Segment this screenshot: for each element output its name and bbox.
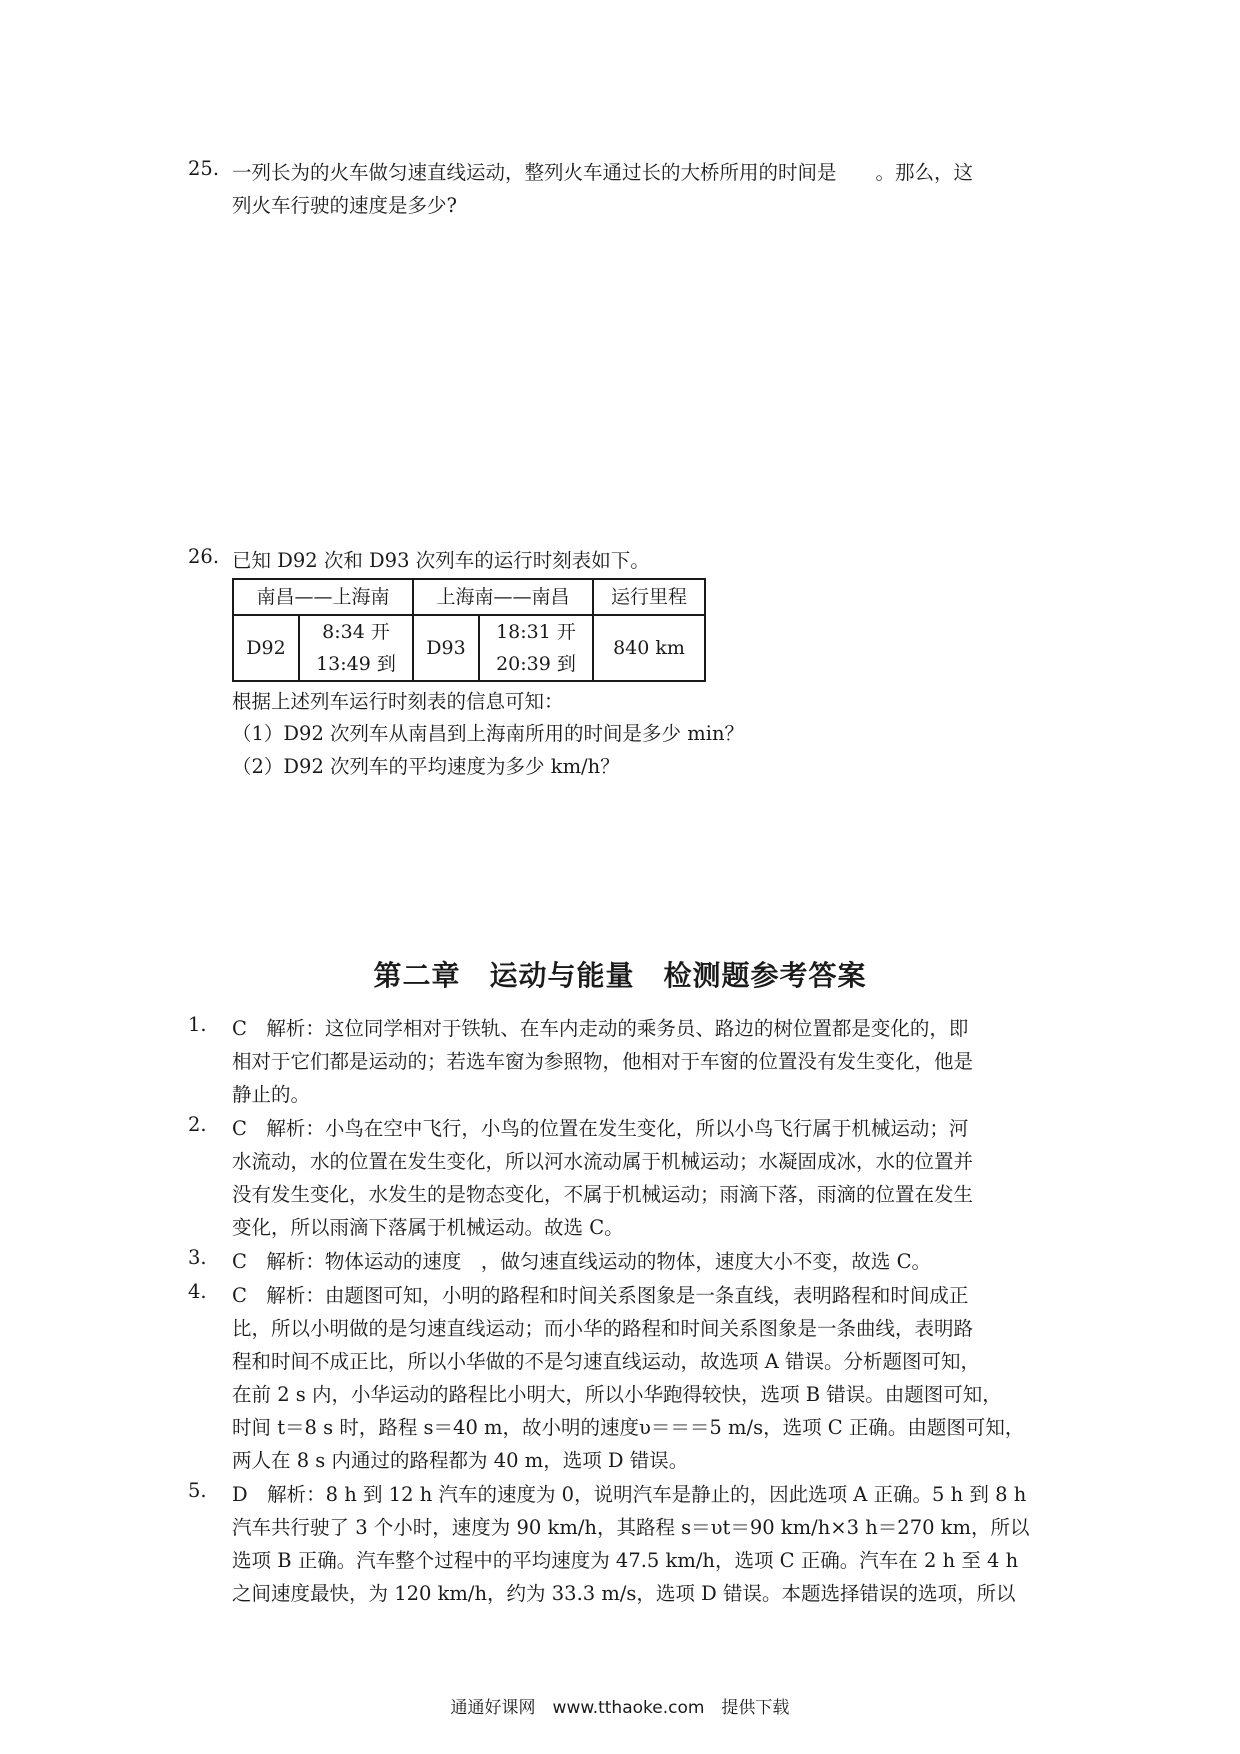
answer-5-line-2: 汽车共行驶了 3 个小时，速度为 90 km/h，其路程 s＝υt＝90 km/h×3 h＝270 km，所以 (232, 1516, 1030, 1539)
answer-1-line-2: 相对于它们都是运动的；若选车窗为参照物，他相对于车窗的位置没有发生变化，他是 (232, 1050, 974, 1073)
answer-5-line-4: 之间速度最快，为 120 km/h，约为 33.3 m/s，选项 D 错误。本题选择错误的选项，所以 (232, 1582, 1016, 1605)
answer-4-line-6: 两人在 8 s 内通过的路程都为 40 m，选项 D 错误。 (232, 1449, 689, 1472)
answer-4-line-4: 在前 2 s 内，小华运动的路程比小明大，所以小华跑得较快，选项 B 错误。由题图可知， (232, 1383, 1002, 1406)
q25-text-line-2: 列火车行驶的速度是多少? (232, 194, 457, 217)
answer-4-line-2: 比，所以小明做的是匀速直线运动；而小华的路程和时间关系图象是一条曲线，表明路 (232, 1317, 974, 1340)
answer-4-line-1: C 解析：由题图可知，小明的路程和时间关系图象是一条直线，表明路程和时间成正 (232, 1284, 969, 1307)
answer-2-line-3: 没有发生变化，水发生的是物态变化，不属于机械运动；雨滴下落，雨滴的位置在发生 (232, 1183, 974, 1206)
answer-2-line-2: 水流动，水的位置在发生变化，所以河水流动属于机械运动；水凝固成冰，水的位置并 (232, 1150, 974, 1173)
answer-key-title: 第二章 运动与能量 检测题参考答案 (373, 959, 867, 992)
q25-text-line-1: 一列长为的火车做匀速直线运动，整列火车通过长的大桥所用的时间是 。那么，这 (232, 161, 974, 184)
timetable-header-distance: 运行里程 (593, 579, 705, 615)
q26-lead: 根据上述列车运行时刻表的信息可知： (232, 690, 564, 713)
answer-3-line-1: C 解析：物体运动的速度 ，做匀速直线运动的物体，速度大小不变，故选 C。 (232, 1250, 932, 1273)
answer-5-line-1: D 解析：8 h 到 12 h 汽车的速度为 0，说明汽车是静止的，因此选项 A 正确。5 h 到 8 h (232, 1483, 1027, 1506)
answer-1-number: 1. (188, 1013, 207, 1036)
timetable-arrive-d93: 20:39 到 (496, 653, 576, 675)
q26-number: 26. (188, 545, 220, 568)
timetable-depart-d92: 8:34 开 (322, 621, 390, 643)
answer-2-line-1: C 解析：小鸟在空中飞行，小鸟的位置在发生变化，所以小鸟飞行属于机械运动；河 (232, 1117, 969, 1140)
timetable-distance: 840 km (593, 615, 705, 681)
timetable-arrive-d92: 13:49 到 (316, 653, 396, 675)
timetable-header-route2: 上海南——南昌 (413, 579, 593, 615)
answer-2-number: 2. (188, 1113, 207, 1136)
answer-2-line-4: 变化，所以雨滴下落属于机械运动。故选 C。 (232, 1216, 624, 1239)
timetable-times-d93 (479, 615, 593, 681)
q26-sub-question-1: （1）D92 次列车从南昌到上海南所用的时间是多少 min？ (232, 722, 745, 745)
timetable-train-d93: D93 (413, 615, 479, 681)
answer-3-number: 3. (188, 1246, 207, 1269)
timetable-header-route1: 南昌——上海南 (233, 579, 413, 615)
timetable-train-d92: D92 (233, 615, 299, 681)
answer-4-number: 4. (188, 1280, 207, 1303)
answer-4-line-3: 程和时间不成正比，所以小华做的不是匀速直线运动，故选项 A 错误。分析题图可知， (232, 1350, 980, 1373)
q26-sub-question-2: （2）D92 次列车的平均速度为多少 km/h？ (232, 755, 620, 778)
answer-5-line-3: 选项 B 正确。汽车整个过程中的平均速度为 47.5 km/h，选项 C 正确。汽车在 2 h 至 4 h (232, 1549, 1019, 1572)
timetable-times-d92 (299, 615, 413, 681)
answer-4-line-5: 时间 t＝8 s 时，路程 s＝40 m，故小明的速度υ＝＝＝5 m/s，选项 C 正确。由题图可知， (232, 1416, 1025, 1439)
q26-intro: 已知 D92 次和 D93 次列车的运行时刻表如下。 (232, 549, 650, 572)
answer-1-line-1: C 解析：这位同学相对于铁轨、在车内走动的乘务员、路边的树位置都是变化的，即 (232, 1017, 969, 1040)
answer-1-line-3: 静止的。 (232, 1083, 311, 1106)
timetable-depart-d93: 18:31 开 (496, 621, 576, 643)
train-timetable (232, 578, 706, 682)
answer-5-number: 5. (188, 1479, 207, 1502)
q25-number: 25. (188, 157, 220, 180)
page-footer: 通通好课网 www.tthaoke.com 提供下载 (450, 1698, 790, 1718)
